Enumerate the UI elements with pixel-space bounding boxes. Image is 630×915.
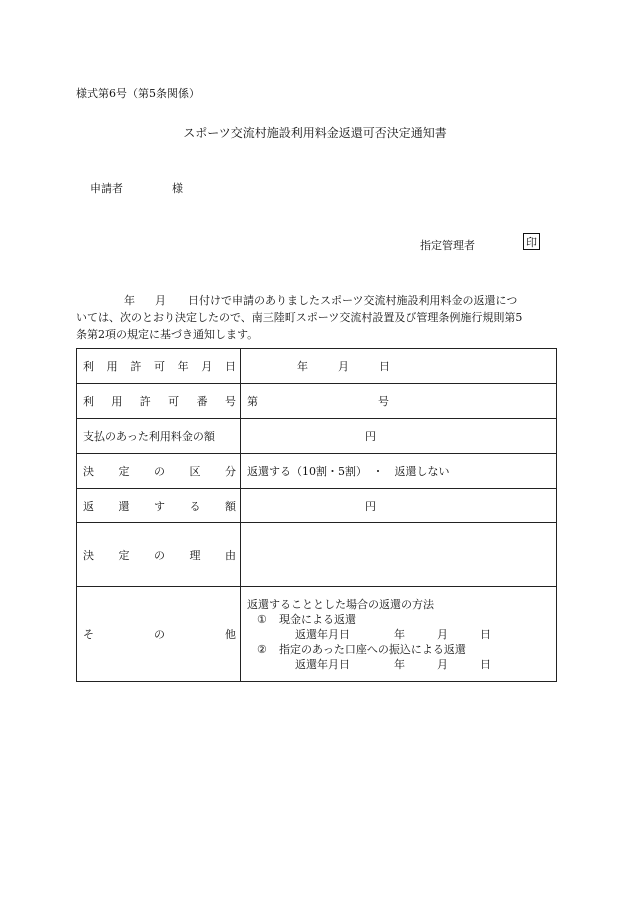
label-char: 額 — [225, 499, 236, 513]
refund-date-transfer — [247, 657, 556, 672]
refund-year: 年 — [394, 657, 405, 671]
refund-day: 日 — [480, 627, 491, 641]
row-label-other — [77, 587, 241, 682]
refund-amount-value — [241, 489, 557, 523]
label-char: 区 — [189, 465, 201, 478]
option-number: ② — [257, 642, 267, 656]
refund-method-heading: 返還することとした場合の返還の方法 — [247, 597, 434, 611]
row-label-decision-category — [77, 454, 241, 489]
permit-month: 月 — [338, 360, 349, 373]
label-char: 号 — [224, 395, 236, 408]
refund-option-transfer — [247, 642, 556, 657]
decision-reason-value — [241, 523, 557, 587]
refund-option-cash — [247, 612, 556, 627]
label-char: 利 — [83, 360, 94, 373]
label-char: 定 — [118, 465, 130, 478]
label-char: そ — [83, 628, 94, 641]
refund-month: 月 — [437, 657, 448, 671]
label-char: 許 — [130, 360, 142, 373]
decision-options-value: 返還する（10割・5割） ・ 返還しない — [241, 454, 557, 489]
row-label-decision-reason — [77, 523, 241, 587]
option-text: 現金による返還 — [279, 612, 356, 626]
permit-date-value — [241, 349, 557, 384]
label-char: 由 — [225, 548, 236, 562]
row-label-permit-date — [77, 349, 241, 384]
applicant-label: 申請者 — [90, 182, 123, 195]
notice-line-1-text: 日付けで申請のありましたスポーツ交流村施設利用料金の返還につ — [188, 294, 518, 307]
label-char: 月 — [201, 360, 213, 373]
label-char: の — [154, 465, 165, 478]
notice-year: 年 — [124, 294, 135, 307]
label-char: 可 — [153, 360, 165, 373]
label-char: 返 — [83, 499, 94, 513]
notice-line-1 — [76, 292, 556, 309]
seal-mark: 印 — [523, 233, 540, 250]
notice-month: 月 — [155, 294, 166, 307]
refund-year: 年 — [394, 627, 405, 641]
row-label-refund-amount — [77, 489, 241, 523]
row-label-permit-number — [77, 384, 241, 419]
refund-amount-unit: 円 — [365, 499, 376, 513]
refund-day: 日 — [480, 657, 491, 671]
table-row — [77, 523, 557, 587]
notice-body — [76, 292, 556, 343]
document-title: スポーツ交流村施設利用料金返還可否決定通知書 — [183, 126, 447, 140]
permit-day: 日 — [379, 360, 390, 373]
row-label-paid-amount — [77, 419, 241, 454]
label-char: 用 — [106, 360, 118, 373]
label-char: す — [154, 499, 165, 513]
refund-date-label: 返還年月日 — [295, 627, 350, 641]
notice-line-2: いては、次のとおり決定したので、南三陸町スポーツ交流村設置及び管理条例施行規則第5 — [76, 311, 523, 324]
table-row — [77, 384, 557, 419]
table-row — [77, 489, 557, 523]
label-char: 還 — [118, 499, 130, 513]
label-char: 可 — [168, 395, 180, 408]
label-char: 番 — [196, 395, 208, 408]
row-label-text: 支払のあった利用料金の額 — [83, 430, 215, 443]
table-row — [77, 454, 557, 489]
table-row — [77, 419, 557, 454]
paid-amount-value — [241, 419, 557, 454]
permit-year: 年 — [297, 360, 308, 373]
label-char: る — [189, 499, 201, 513]
label-char: 年 — [177, 360, 189, 373]
manager-label: 指定管理者 — [420, 239, 475, 252]
label-char: 日 — [224, 360, 236, 373]
label-char: の — [154, 628, 165, 641]
refund-date-cash — [247, 627, 556, 642]
label-char: 理 — [189, 548, 201, 562]
refund-date-label: 返還年月日 — [295, 657, 350, 671]
paid-amount-unit: 円 — [365, 430, 376, 443]
label-char: 分 — [225, 465, 236, 478]
label-char: 決 — [83, 548, 94, 562]
other-value — [241, 587, 557, 682]
table-row — [77, 587, 557, 682]
label-char: 利 — [83, 395, 94, 408]
decision-table — [76, 348, 557, 682]
label-char: 決 — [83, 465, 94, 478]
permit-number-prefix: 第 — [247, 395, 258, 408]
table-row — [77, 349, 557, 384]
label-char: 用 — [111, 395, 123, 408]
form-number: 様式第6号（第5条関係） — [76, 87, 200, 100]
label-char: 許 — [139, 395, 151, 408]
permit-number-value — [241, 384, 557, 419]
applicant-honorific: 様 — [172, 182, 183, 195]
refund-month: 月 — [437, 627, 448, 641]
notice-line-3: 条第2項の規定に基づき通知します。 — [76, 328, 259, 341]
option-text: 指定のあった口座への振込による返還 — [279, 642, 466, 656]
label-char: 定 — [118, 548, 130, 562]
permit-number-suffix: 号 — [378, 395, 389, 408]
option-number: ① — [257, 612, 267, 626]
label-char: 他 — [225, 628, 236, 641]
label-char: の — [154, 548, 165, 562]
